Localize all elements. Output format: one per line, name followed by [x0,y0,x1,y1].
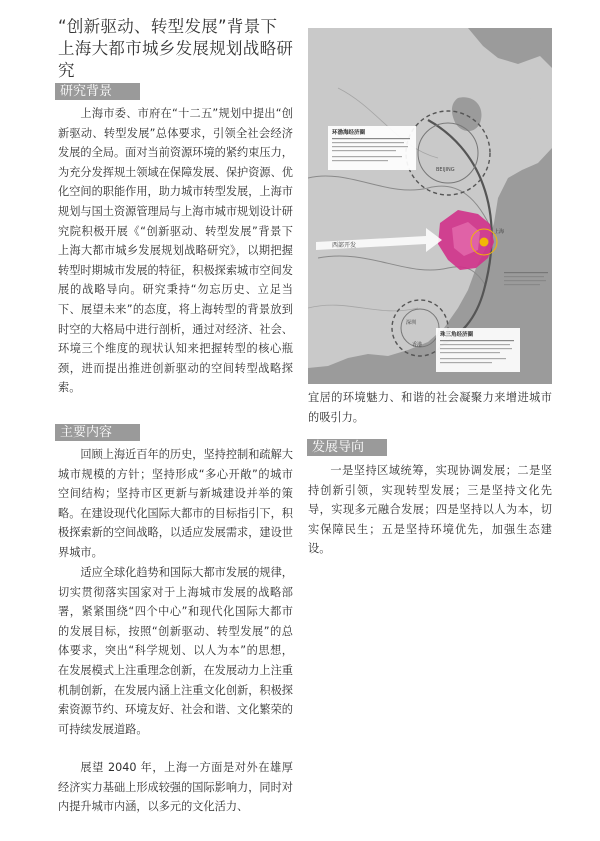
title-line-1: “创新驱动、转型发展”背景下 [58,17,278,36]
map-label-shenzhen: 深圳 [406,320,417,326]
section-heading-background: 研究背景 [55,83,140,100]
map-svg [308,28,552,384]
map-label-beijing: BEIJING [436,167,455,173]
background-paragraph: 上海市委、市府在“十二五”规划中提出“创新驱动、转型发展”总体要求，引领全社会经济发展的全局。面对当前资源环境的紧约束压力，为充分发挥规土领域在保障发展、保护资源、优化空间的职能作用，助力城市转型发展，上海市规划与国土资源管理局与上海市城市规划设计研究院积极开展《“创新驱动、转型发展”背景下上海大都市城乡发展规划战略研究》，以期把握转型时期城市发展的特征，积极探索城市空间发展的战略导向。研究秉持“勿忘历史、立足当下、展望未来”的态度，将上海转型的背景放到时空的大格局中进行剖析，通过对经济、社会、环境三个维度的现状认知来把握转型的核心瓶颈，进而提出推进创新驱动的空间转型战略探索。 [58,107,293,395]
map-south-box-title: 珠三角经济圈 [440,332,474,338]
map-label-shanghai: 上海 [494,229,505,235]
map-shanghai-dot [480,238,489,247]
content-paragraph-3-continued: 宜居的环境魅力、和谐的社会凝聚力来增进城市的吸引力。 [308,391,552,424]
section-heading-content: 主要内容 [55,424,140,441]
page-title [58,16,298,82]
content-paragraph-2: 适应全球化趋势和国际大都市发展的规律，切实贯彻落实国家对于上海城市发展的战略部署，紧紧围绕“四个中心”和现代化国际大都市的发展目标，按照“创新驱动、转型发展”的总体要求，突出“科学规划、以人为本”的思想，在发展模式上注重理念创新，在发展动力上注重机制创新，在发展内涵上注重文化创新，积极探索资源节约、环境友好、社会和谐、文化繁荣的可持续发展道路。 [58,566,293,736]
direction-paragraph: 一是坚持区域统筹，实现协调发展；二是坚持创新引领，实现转型发展；三是坚持文化先导，实现多元融合发展；四是坚持以人为本，切实保障民生；五是坚持环境优先，加强生态建设。 [308,464,552,556]
map-landmass [308,28,552,368]
map-right-info [504,272,548,285]
map-north-info-box [328,126,416,170]
content-paragraph-1: 回顾上海近百年的历史，坚持控制和疏解大城市规模的方针；坚持形成“多心开敞”的城市空间结构；坚持市区更新与新城建设并举的策略。在建设现代化国际大都市的目标指引下，积极探索新的空间战略，以适应发展需求，建设世界城市。 [58,448,293,559]
section-heading-direction: 发展导向 [307,439,387,456]
map-label-hongkong: 香港 [412,342,423,348]
title-line-2: 上海大都市城乡发展规划战略研究 [58,39,294,80]
map-north-box-title: 环渤海经济圈 [332,130,366,136]
regional-map-figure [308,28,552,384]
map-south-info-box [436,328,520,372]
map-west-arrow-label: 西部开发 [332,242,357,249]
content-paragraph-3: 展望 2040 年，上海一方面是对外在雄厚经济实力基础上形成较强的国际影响力，同时对内提升城市内涵，以多元的文化活力、 [58,761,293,814]
